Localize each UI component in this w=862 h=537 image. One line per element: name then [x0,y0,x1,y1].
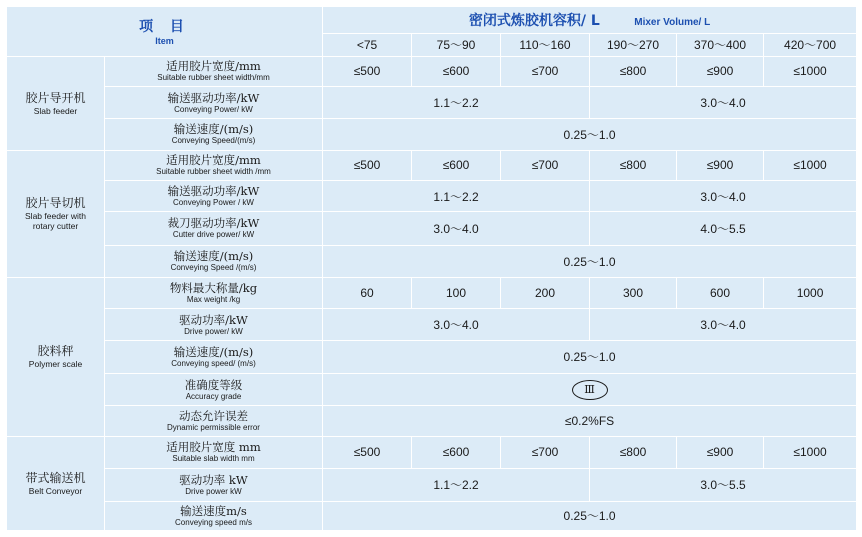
value-cell: ≤900 [677,436,764,468]
param-name-en: Conveying Power / kW [173,198,254,208]
group-label-polymer-scale [7,278,105,437]
value-cell: ≤900 [677,56,764,86]
param-name-en: Conveying Speed /(m/s) [170,263,257,273]
table-row [7,212,857,245]
param-label [105,436,323,468]
param-name-cn: 输送速度m/s [180,503,247,518]
table-row [7,119,857,150]
value-cell: 4.0～5.5 [590,212,857,245]
value-cell: ≤1000 [764,56,857,86]
value-cell: ≤600 [412,436,501,468]
value-cell: 1.1～2.2 [323,86,590,118]
param-name-cn: 动态允许误差 [179,409,248,424]
param-name-en: Dynamic permissible error [167,423,260,433]
item-header-cn: 项 目 [139,19,190,36]
param-name-cn: 准确度等级 [184,377,243,392]
param-label [105,212,323,245]
param-name-en: Suitable rubber sheet width /mm [156,167,271,177]
param-name-cn: 输送驱动功率/kW [167,90,260,105]
param-label [105,309,323,340]
table-row [7,501,857,530]
param-label [105,340,323,373]
group-label-slab-feeder [7,56,105,150]
param-label [105,245,323,277]
value-cell: ≤500 [323,150,412,180]
value-cell: ≤500 [323,436,412,468]
table-row [7,469,857,501]
value-cell: 0.25～1.0 [323,119,857,150]
group-name-cn: 胶料秤 [37,344,74,359]
group-name-en: Slab feeder with [25,211,86,222]
table-row [7,374,857,406]
param-label [105,150,323,180]
param-name-en: Accuracy grade [185,391,242,401]
value-cell: 1.1～2.2 [323,469,590,501]
param-name-en: Conveying Power/ kW [174,104,253,114]
param-name-cn: 驱动功率/kW [179,312,248,327]
param-label [105,501,323,530]
group-name-cn: 胶片导切机 [25,196,86,211]
table-row [7,245,857,277]
value-cell: 0.25～1.0 [323,340,857,373]
param-name-cn: 输送速度/(m/s) [173,344,254,359]
value-cell: ≤600 [412,150,501,180]
mixer-volume-cn: 密闭式炼胶机容积/ L [468,13,600,30]
table-row [7,56,857,86]
value-cell: ≤800 [590,150,677,180]
value-cell: 3.0～5.5 [590,469,857,501]
param-name-cn: 输送速度/(m/s) [173,249,254,264]
value-cell: 300 [590,278,677,309]
volume-range: 190～270 [590,34,677,56]
param-name-cn: 物料最大称量/kg [169,281,258,296]
value-cell: ≤700 [501,56,590,86]
mixer-volume-header [323,7,857,34]
group-name-cn: 胶片导开机 [25,90,86,105]
accuracy-grade-badge: Ⅲ [572,380,608,400]
param-label [105,119,323,150]
group-name-cn: 带式输送机 [25,470,86,485]
volume-range: <75 [323,34,412,56]
value-cell: 1000 [764,278,857,309]
value-cell: ≤500 [323,56,412,86]
param-name-en: Suitable rubber sheet width/mm [157,73,270,83]
item-header-cell [7,7,323,57]
value-cell: 3.0～4.0 [323,309,590,340]
value-cell: ≤1000 [764,436,857,468]
specification-table [6,6,857,531]
value-cell: 1.1～2.2 [323,180,590,211]
header-row [7,7,857,34]
group-name-en: Polymer scale [28,359,83,370]
table-row [7,278,857,309]
param-name-en: Conveying Speed/(m/s) [171,136,256,146]
value-cell: 3.0～4.0 [323,212,590,245]
param-name-cn: 适用胶片宽度/mm [166,59,261,74]
value-cell: ≤900 [677,150,764,180]
value-cell: 60 [323,278,412,309]
value-cell: 3.0～4.0 [590,86,857,118]
param-label [105,56,323,86]
param-name-cn: 裁刀驱动功率/kW [167,216,260,231]
table-row [7,436,857,468]
param-name-cn: 驱动功率 kW [179,472,248,487]
param-name-en: Conveying speed/ (m/s) [171,358,256,368]
param-name-cn: 适用胶片宽度 mm [166,440,261,455]
value-cell: ≤0.2%FS [323,406,857,436]
value-cell: ≤800 [590,56,677,86]
volume-range: 75～90 [412,34,501,56]
group-label-belt-conveyor [7,436,105,530]
param-name-en: Suitable slab width mm [172,454,255,464]
param-label [105,278,323,309]
param-label [105,374,323,406]
param-name-en: Drive power/ kW [184,326,243,336]
table-row [7,406,857,436]
value-cell: 100 [412,278,501,309]
param-label [105,469,323,501]
value-cell: 3.0～4.0 [590,309,857,340]
table-row [7,340,857,373]
table-row [7,86,857,118]
param-name-en: Drive power kW [185,486,242,496]
param-name-cn: 适用胶片宽度/mm [166,153,261,168]
value-cell: 0.25～1.0 [323,245,857,277]
param-label [105,180,323,211]
value-cell: 3.0～4.0 [590,180,857,211]
volume-range: 420～700 [764,34,857,56]
mixer-volume-en: Mixer Volume/ L [634,17,711,29]
param-name-en: Conveying speed m/s [175,517,252,527]
value-cell: ≤700 [501,150,590,180]
group-name-en: rotary cutter [32,221,79,232]
param-name-cn: 输送驱动功率/kW [167,184,260,199]
value-cell: ≤1000 [764,150,857,180]
volume-range: 110～160 [501,34,590,56]
item-header-en: Item [155,36,174,47]
param-label [105,86,323,118]
table-row [7,309,857,340]
volume-range: 370～400 [677,34,764,56]
param-label [105,406,323,436]
value-cell: 0.25～1.0 [323,501,857,530]
value-cell: ≤800 [590,436,677,468]
param-name-en: Cutter drive power/ kW [172,230,255,240]
param-name-cn: 输送速度/(m/s) [173,122,254,137]
value-cell: ≤600 [412,56,501,86]
table-row [7,150,857,180]
group-label-slab-feeder-cutter [7,150,105,277]
group-name-en: Belt Conveyor [28,485,83,496]
value-cell: ≤700 [501,436,590,468]
param-name-en: Max weight /kg [186,295,241,305]
accuracy-grade-cell [323,374,857,406]
value-cell: 200 [501,278,590,309]
value-cell: 600 [677,278,764,309]
group-name-en: Slab feeder [33,105,78,116]
table-row [7,180,857,211]
